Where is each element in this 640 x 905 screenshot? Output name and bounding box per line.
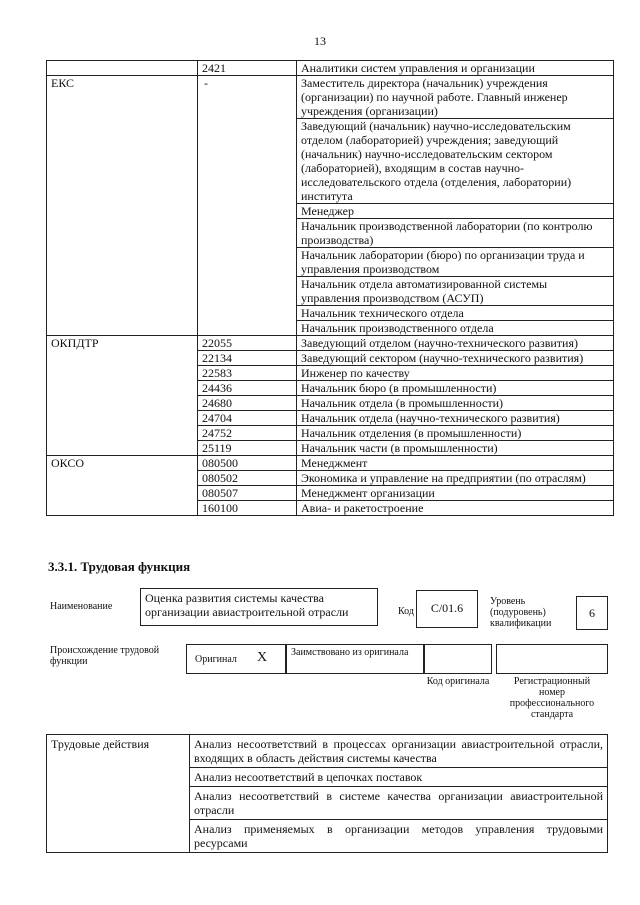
qualification-level-label: Уровень (подуровень) квалификации bbox=[490, 596, 552, 629]
labor-action: Анализ несоответствий в цепочках поставок bbox=[190, 768, 608, 787]
eks-label: ЕКС bbox=[47, 76, 198, 336]
labor-action: Анализ несоответствий в системе качества организации авиастроительной отрасли bbox=[190, 787, 608, 820]
origin-code-label: Код оригинала bbox=[426, 676, 490, 687]
name-cell: Менеджмент bbox=[297, 456, 614, 471]
code-cell: 080502 bbox=[198, 471, 297, 486]
code-cell: 22134 bbox=[198, 351, 297, 366]
qualification-level: 6 bbox=[576, 596, 608, 630]
labor-action: Анализ несоответствий в процессах организации авиастроительной отрасли, входящих в область действия системы качества bbox=[190, 735, 608, 768]
name-cell: Начальник отдела (в промышленности) bbox=[297, 396, 614, 411]
labor-action: Анализ применяемых в организации методов управления трудовыми ресурсами bbox=[190, 820, 608, 853]
page-number: 13 bbox=[314, 34, 326, 48]
okso-label: ОКСО bbox=[47, 456, 198, 516]
name-cell: Инженер по качеству bbox=[297, 366, 614, 381]
name-cell: Начальник отдела автоматизированной системы управления производством (АСУП) bbox=[297, 277, 614, 306]
name-cell: Менеджмент организации bbox=[297, 486, 614, 501]
code-cell: 24436 bbox=[198, 381, 297, 396]
function-name: Оценка развития системы качества организации авиастроительной отрасли bbox=[140, 588, 378, 626]
name-label: Наименование bbox=[50, 601, 113, 612]
table-row bbox=[47, 61, 614, 76]
name-cell: Заведующий отделом (научно-технического развития) bbox=[297, 336, 614, 351]
okpdtr-label: ОКПДТР bbox=[47, 336, 198, 456]
name-cell: Начальник отделения (в промышленности) bbox=[297, 426, 614, 441]
code-cell: 24752 bbox=[198, 426, 297, 441]
name-cell: Начальник части (в промышленности) bbox=[297, 441, 614, 456]
borrowed-label: Заимствовано из оригинала bbox=[286, 644, 424, 674]
name-cell: Начальник производственного отдела bbox=[297, 321, 614, 336]
original-label: Оригинал bbox=[195, 654, 237, 665]
code-cell: 080507 bbox=[198, 486, 297, 501]
name-cell: Начальник технического отдела bbox=[297, 306, 614, 321]
name-cell: Авиа- и ракетостроение bbox=[297, 501, 614, 516]
code-cell: 160100 bbox=[198, 501, 297, 516]
code-cell: 22583 bbox=[198, 366, 297, 381]
code-cell: 24680 bbox=[198, 396, 297, 411]
original-mark: X bbox=[257, 650, 268, 665]
eks-code: - bbox=[198, 76, 297, 336]
name-cell: Начальник производственной лаборатории (по контролю производства) bbox=[297, 219, 614, 248]
name-cell: Начальник лаборатории (бюро) по организации труда и управления производством bbox=[297, 248, 614, 277]
name-cell: Начальник бюро (в промышленности) bbox=[297, 381, 614, 396]
name-cell: Заместитель директора (начальник) учреждения (организации) по научной работе. Главный инженер учреждения (организации) bbox=[297, 76, 614, 119]
function-code: C/01.6 bbox=[416, 590, 478, 628]
table-row bbox=[47, 456, 614, 471]
table-row bbox=[47, 76, 614, 119]
name-cell: Заведующий сектором (научно-технического развития) bbox=[297, 351, 614, 366]
code-cell: 25119 bbox=[198, 441, 297, 456]
origin-label: Происхождение трудовой функции bbox=[50, 645, 160, 667]
reg-number-label: Регистрационный номер профессионального стандарта bbox=[509, 676, 595, 720]
occupations-table bbox=[46, 60, 614, 516]
origin-code-box bbox=[424, 644, 492, 674]
reg-number-box bbox=[496, 644, 608, 674]
section-title: 3.3.1. Трудовая функция bbox=[48, 559, 191, 574]
name-cell: Заведующий (начальник) научно-исследовательским отделом (лабораторией) учреждения; заведующий (начальник) научно-исследовательским сектором (лабораторией), входящим в состав научно-исследовательского отдела (отделения, лаборатории) института bbox=[297, 119, 614, 204]
code-cell: 2421 bbox=[198, 61, 297, 76]
code-cell: 080500 bbox=[198, 456, 297, 471]
labor-actions-table bbox=[46, 734, 608, 853]
name-cell: Менеджер bbox=[297, 204, 614, 219]
code-label: Код bbox=[398, 606, 414, 617]
table-row bbox=[47, 735, 608, 768]
name-cell: Экономика и управление на предприятии (по отраслям) bbox=[297, 471, 614, 486]
code-cell: 24704 bbox=[198, 411, 297, 426]
name-cell: Начальник отдела (научно-технического развития) bbox=[297, 411, 614, 426]
table-row bbox=[47, 336, 614, 351]
name-cell: Аналитики систем управления и организации bbox=[297, 61, 614, 76]
code-cell: 22055 bbox=[198, 336, 297, 351]
original-cell bbox=[186, 644, 286, 674]
labor-actions-label: Трудовые действия bbox=[47, 735, 190, 853]
